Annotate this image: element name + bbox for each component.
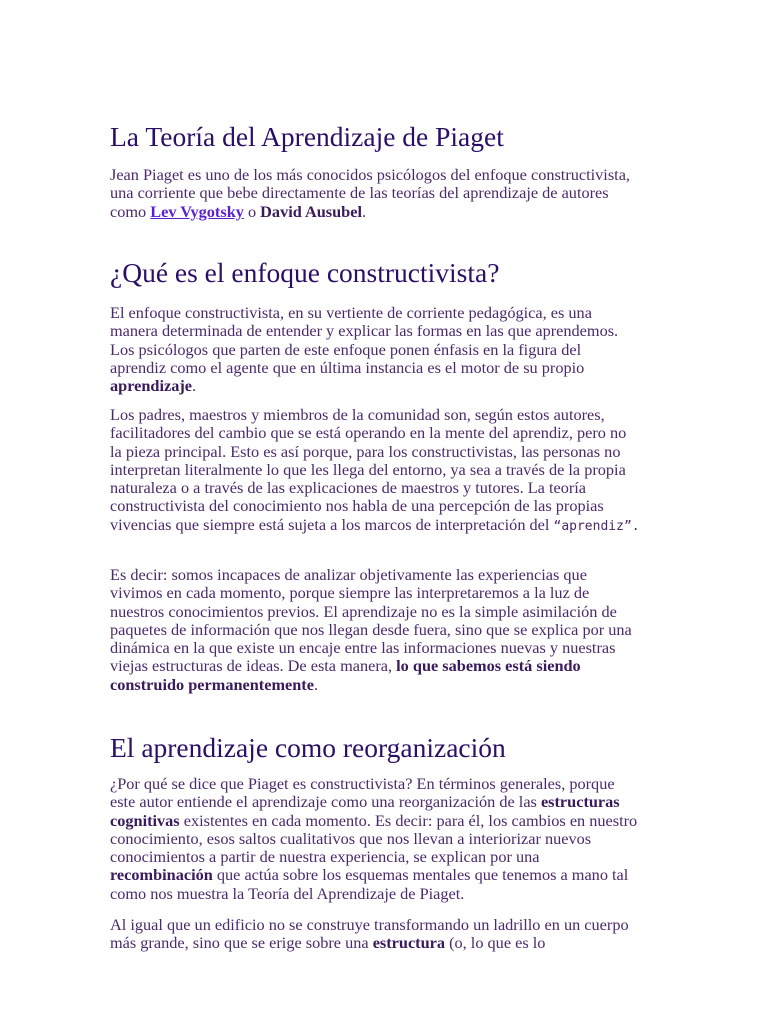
intro-text: Jean Piaget es uno de los más conocidos psicólogos del enfoque constructivista, una corriente que bebe directamente de las teorías del aprendizaje de autores como bbox=[110, 165, 630, 221]
paragraph-text: Los padres, maestros y miembros de la comunidad son, según estos autores, facilitadores del cambio que se está operando en la mente del aprendiz, pero no la pieza principal. Esto es así porque, para los constructivistas, las personas no interpretan literalmente lo que les llega del entorno, ya sea a través de la propia naturaleza o a través de las explicaciones de maestros y tutores. La teoría constructivista del conocimiento nos habla de una percepción de las propias vivencias que siempre está sujeta a los marcos de interpretación del bbox=[110, 405, 627, 534]
paragraph-enfoque-3 bbox=[110, 566, 640, 694]
paragraph-reorganizacion-1 bbox=[110, 775, 640, 903]
quote-aprendiz: “aprendiz” bbox=[553, 518, 632, 534]
paragraph-text: que actúa sobre los esquemas mentales que tenemos a mano tal como nos muestra la Teoría del Aprendizaje de Piaget. bbox=[110, 865, 629, 903]
paragraph-end: (o, lo que es lo bbox=[445, 933, 546, 953]
bold-recombinacion: recombinación bbox=[110, 865, 213, 885]
intro-text-middle: o bbox=[243, 201, 261, 221]
paragraph-reorganizacion-2 bbox=[110, 916, 640, 953]
paragraph-text: El enfoque constructivista, en su vertiente de corriente pedagógica, es una manera determinada de entender y explicar las formas en las que aprendemos. Los psicólogos que parten de este enfoque ponen énfasis en la figura del aprendiz como el agente que en última instancia es el motor de su propio bbox=[110, 303, 619, 377]
paragraph-end: . bbox=[313, 674, 319, 694]
paragraph-text: existentes en cada momento. Es decir: para él, los cambios en nuestro conocimiento, esos saltos cualitativos que nos llevan a interiorizar nuevos conocimientos a partir de nuestra experiencia, se explican por una bbox=[110, 810, 638, 867]
paragraph-end: . bbox=[192, 376, 197, 396]
link-lev-vygotsky[interactable]: Lev Vygotsky bbox=[150, 201, 244, 221]
paragraph-text: Al igual que un edificio no se construye transformando un ladrillo en un cuerpo más grande, sino que se erige sobre una bbox=[110, 915, 629, 953]
bold-lo-que-sabemos: lo que sabemos está siendo construido permanentemente bbox=[110, 656, 581, 694]
paragraph-text: ¿Por qué se dice que Piaget es constructivista? En términos generales, porque este autor entiende el aprendizaje como una reorganización de las bbox=[110, 774, 615, 812]
intro-text-end: . bbox=[361, 201, 367, 221]
paragraph-enfoque-1 bbox=[110, 304, 640, 395]
bold-estructura: estructura bbox=[372, 933, 446, 953]
paragraph-enfoque-2 bbox=[110, 406, 640, 536]
section-heading-reorganizacion: El aprendizaje como reorganización bbox=[110, 732, 506, 763]
intro-paragraph bbox=[110, 166, 640, 221]
section-heading-constructivista: ¿Qué es el enfoque constructivista? bbox=[110, 257, 500, 288]
page-title: La Teoría del Aprendizaje de Piaget bbox=[110, 121, 504, 152]
bold-david-ausubel: David Ausubel bbox=[260, 201, 362, 221]
paragraph-text: Es decir: somos incapaces de analizar objetivamente las experiencias que vivimos en cada momento, porque siempre las interpretaremos a la luz de nuestros conocimientos previos. El aprendizaje no es la simple asimilación de paquetes de información que nos llegan desde fuera, sino que se explica por una dinámica en la que existe un encaje entre las informaciones nuevas y nuestras viejas estructuras de ideas. De esta manera, bbox=[110, 565, 632, 676]
bold-estructuras-cognitivas: estructuras cognitivas bbox=[110, 792, 620, 830]
paragraph-end: . bbox=[631, 518, 640, 534]
bold-aprendizaje: aprendizaje bbox=[110, 376, 193, 396]
